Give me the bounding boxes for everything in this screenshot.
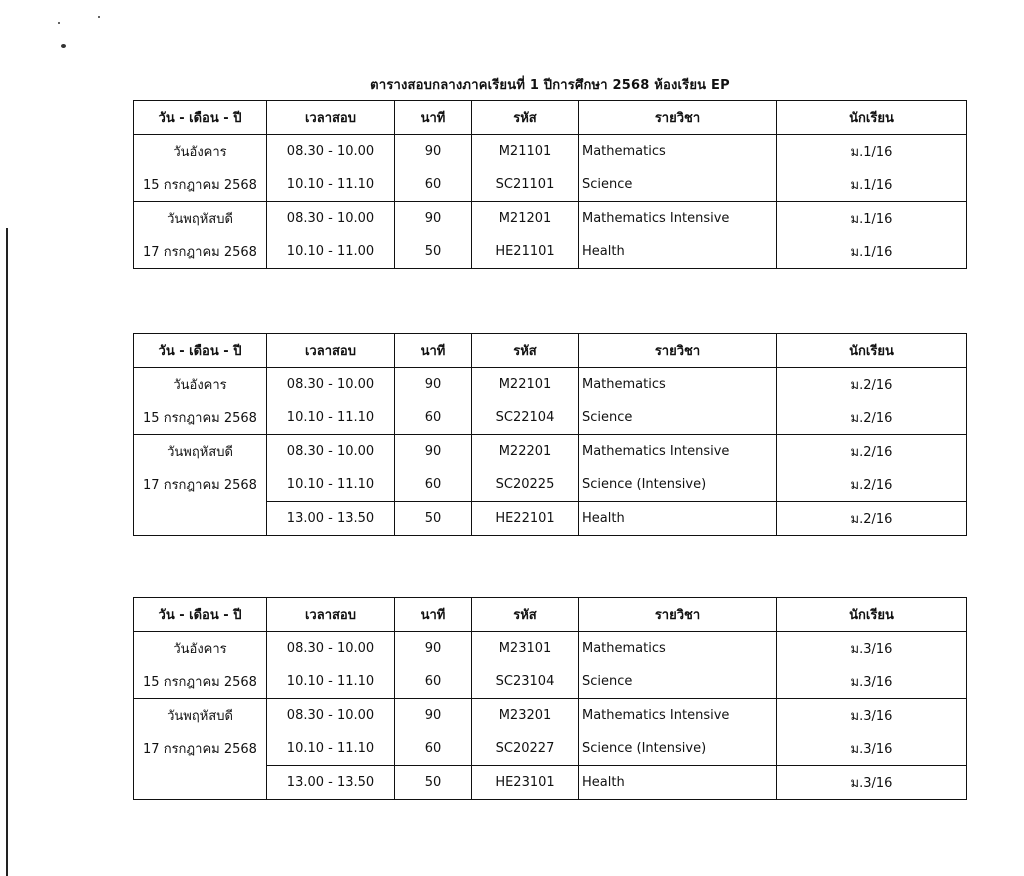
header-class: นักเรียน xyxy=(777,334,967,368)
subject-cell: Mathematics Intensive xyxy=(579,202,777,236)
subject-cell: Mathematics xyxy=(579,368,777,402)
subject-cell: Health xyxy=(579,502,777,536)
subject-cell: Science (Intensive) xyxy=(579,732,777,766)
minutes-cell: 90 xyxy=(395,368,472,402)
scan-speck xyxy=(61,44,66,48)
time-cell: 10.10 - 11.10 xyxy=(267,168,395,202)
date-cell: 17 กรกฎาคม 2568 xyxy=(134,468,267,502)
empty-date-cell xyxy=(134,766,267,800)
header-subject: รายวิชา xyxy=(579,334,777,368)
day-cell: วันพฤหัสบดี xyxy=(134,202,267,236)
class-cell: ม.2/16 xyxy=(777,502,967,536)
minutes-cell: 90 xyxy=(395,632,472,666)
scan-edge-line xyxy=(6,228,8,876)
header-subject: รายวิชา xyxy=(579,598,777,632)
time-cell: 08.30 - 10.00 xyxy=(267,632,395,666)
code-cell: HE22101 xyxy=(472,502,579,536)
minutes-cell: 60 xyxy=(395,468,472,502)
subject-cell: Mathematics xyxy=(579,135,777,169)
minutes-cell: 50 xyxy=(395,766,472,800)
code-cell: M23201 xyxy=(472,699,579,733)
minutes-cell: 60 xyxy=(395,732,472,766)
code-cell: HE21101 xyxy=(472,235,579,269)
date-cell: 17 กรกฎาคม 2568 xyxy=(134,732,267,766)
table-header-row xyxy=(134,101,967,135)
header-time: เวลาสอบ xyxy=(267,334,395,368)
subject-cell: Science xyxy=(579,168,777,202)
header-minutes: นาที xyxy=(395,101,472,135)
table-header-row xyxy=(134,598,967,632)
code-cell: M21201 xyxy=(472,202,579,236)
header-date: วัน - เดือน - ปี xyxy=(134,334,267,368)
minutes-cell: 60 xyxy=(395,401,472,435)
minutes-cell: 60 xyxy=(395,665,472,699)
code-cell: SC21101 xyxy=(472,168,579,202)
minutes-cell: 90 xyxy=(395,135,472,169)
empty-date-cell xyxy=(134,502,267,536)
code-cell: M23101 xyxy=(472,632,579,666)
table-row xyxy=(134,135,967,169)
header-minutes: นาที xyxy=(395,598,472,632)
subject-cell: Health xyxy=(579,235,777,269)
time-cell: 08.30 - 10.00 xyxy=(267,202,395,236)
class-cell: ม.3/16 xyxy=(777,699,967,733)
table-row xyxy=(134,468,967,502)
table-row xyxy=(134,368,967,402)
code-cell: SC22104 xyxy=(472,401,579,435)
time-cell: 08.30 - 10.00 xyxy=(267,368,395,402)
date-cell: 17 กรกฎาคม 2568 xyxy=(134,235,267,269)
header-code: รหัส xyxy=(472,101,579,135)
exam-table-grade-1 xyxy=(133,100,967,269)
code-cell: SC20227 xyxy=(472,732,579,766)
date-cell: 15 กรกฎาคม 2568 xyxy=(134,401,267,435)
document-title: ตารางสอบกลางภาคเรียนที่ 1 ปีการศึกษา 2568 ห้องเรียน EP xyxy=(370,78,730,93)
table-row xyxy=(134,202,967,236)
subject-cell: Health xyxy=(579,766,777,800)
table-row xyxy=(134,435,967,469)
time-cell: 13.00 - 13.50 xyxy=(267,766,395,800)
time-cell: 10.10 - 11.10 xyxy=(267,468,395,502)
header-time: เวลาสอบ xyxy=(267,598,395,632)
class-cell: ม.1/16 xyxy=(777,202,967,236)
class-cell: ม.3/16 xyxy=(777,632,967,666)
code-cell: M22201 xyxy=(472,435,579,469)
table-row xyxy=(134,766,967,800)
day-cell: วันพฤหัสบดี xyxy=(134,435,267,469)
minutes-cell: 60 xyxy=(395,168,472,202)
table-row xyxy=(134,665,967,699)
header-code: รหัส xyxy=(472,334,579,368)
header-date: วัน - เดือน - ปี xyxy=(134,101,267,135)
subject-cell: Mathematics xyxy=(579,632,777,666)
subject-cell: Science xyxy=(579,401,777,435)
minutes-cell: 50 xyxy=(395,235,472,269)
subject-cell: Science (Intensive) xyxy=(579,468,777,502)
code-cell: M22101 xyxy=(472,368,579,402)
class-cell: ม.3/16 xyxy=(777,766,967,800)
time-cell: 10.10 - 11.10 xyxy=(267,401,395,435)
class-cell: ม.1/16 xyxy=(777,135,967,169)
minutes-cell: 90 xyxy=(395,202,472,236)
minutes-cell: 90 xyxy=(395,699,472,733)
day-cell: วันพฤหัสบดี xyxy=(134,699,267,733)
class-cell: ม.1/16 xyxy=(777,168,967,202)
class-cell: ม.2/16 xyxy=(777,468,967,502)
scan-speck xyxy=(98,16,100,18)
class-cell: ม.2/16 xyxy=(777,368,967,402)
class-cell: ม.2/16 xyxy=(777,401,967,435)
table-row xyxy=(134,235,967,269)
exam-table-grade-2 xyxy=(133,333,967,536)
day-cell: วันอังคาร xyxy=(134,135,267,169)
date-cell: 15 กรกฎาคม 2568 xyxy=(134,665,267,699)
subject-cell: Science xyxy=(579,665,777,699)
table-row xyxy=(134,732,967,766)
class-cell: ม.1/16 xyxy=(777,235,967,269)
table-row xyxy=(134,401,967,435)
subject-cell: Mathematics Intensive xyxy=(579,699,777,733)
header-date: วัน - เดือน - ปี xyxy=(134,598,267,632)
minutes-cell: 90 xyxy=(395,435,472,469)
time-cell: 10.10 - 11.10 xyxy=(267,665,395,699)
time-cell: 10.10 - 11.10 xyxy=(267,732,395,766)
time-cell: 08.30 - 10.00 xyxy=(267,699,395,733)
class-cell: ม.3/16 xyxy=(777,665,967,699)
table-header-row xyxy=(134,334,967,368)
exam-table-grade-3 xyxy=(133,597,967,800)
time-cell: 10.10 - 11.00 xyxy=(267,235,395,269)
table-row xyxy=(134,632,967,666)
scan-speck xyxy=(58,22,60,24)
table-row xyxy=(134,502,967,536)
date-cell: 15 กรกฎาคม 2568 xyxy=(134,168,267,202)
header-minutes: นาที xyxy=(395,334,472,368)
code-cell: SC23104 xyxy=(472,665,579,699)
day-cell: วันอังคาร xyxy=(134,368,267,402)
header-subject: รายวิชา xyxy=(579,101,777,135)
header-code: รหัส xyxy=(472,598,579,632)
code-cell: HE23101 xyxy=(472,766,579,800)
table-row xyxy=(134,168,967,202)
minutes-cell: 50 xyxy=(395,502,472,536)
subject-cell: Mathematics Intensive xyxy=(579,435,777,469)
header-class: นักเรียน xyxy=(777,101,967,135)
code-cell: SC20225 xyxy=(472,468,579,502)
header-class: นักเรียน xyxy=(777,598,967,632)
day-cell: วันอังคาร xyxy=(134,632,267,666)
time-cell: 08.30 - 10.00 xyxy=(267,135,395,169)
code-cell: M21101 xyxy=(472,135,579,169)
class-cell: ม.2/16 xyxy=(777,435,967,469)
class-cell: ม.3/16 xyxy=(777,732,967,766)
table-row xyxy=(134,699,967,733)
time-cell: 13.00 - 13.50 xyxy=(267,502,395,536)
header-time: เวลาสอบ xyxy=(267,101,395,135)
time-cell: 08.30 - 10.00 xyxy=(267,435,395,469)
